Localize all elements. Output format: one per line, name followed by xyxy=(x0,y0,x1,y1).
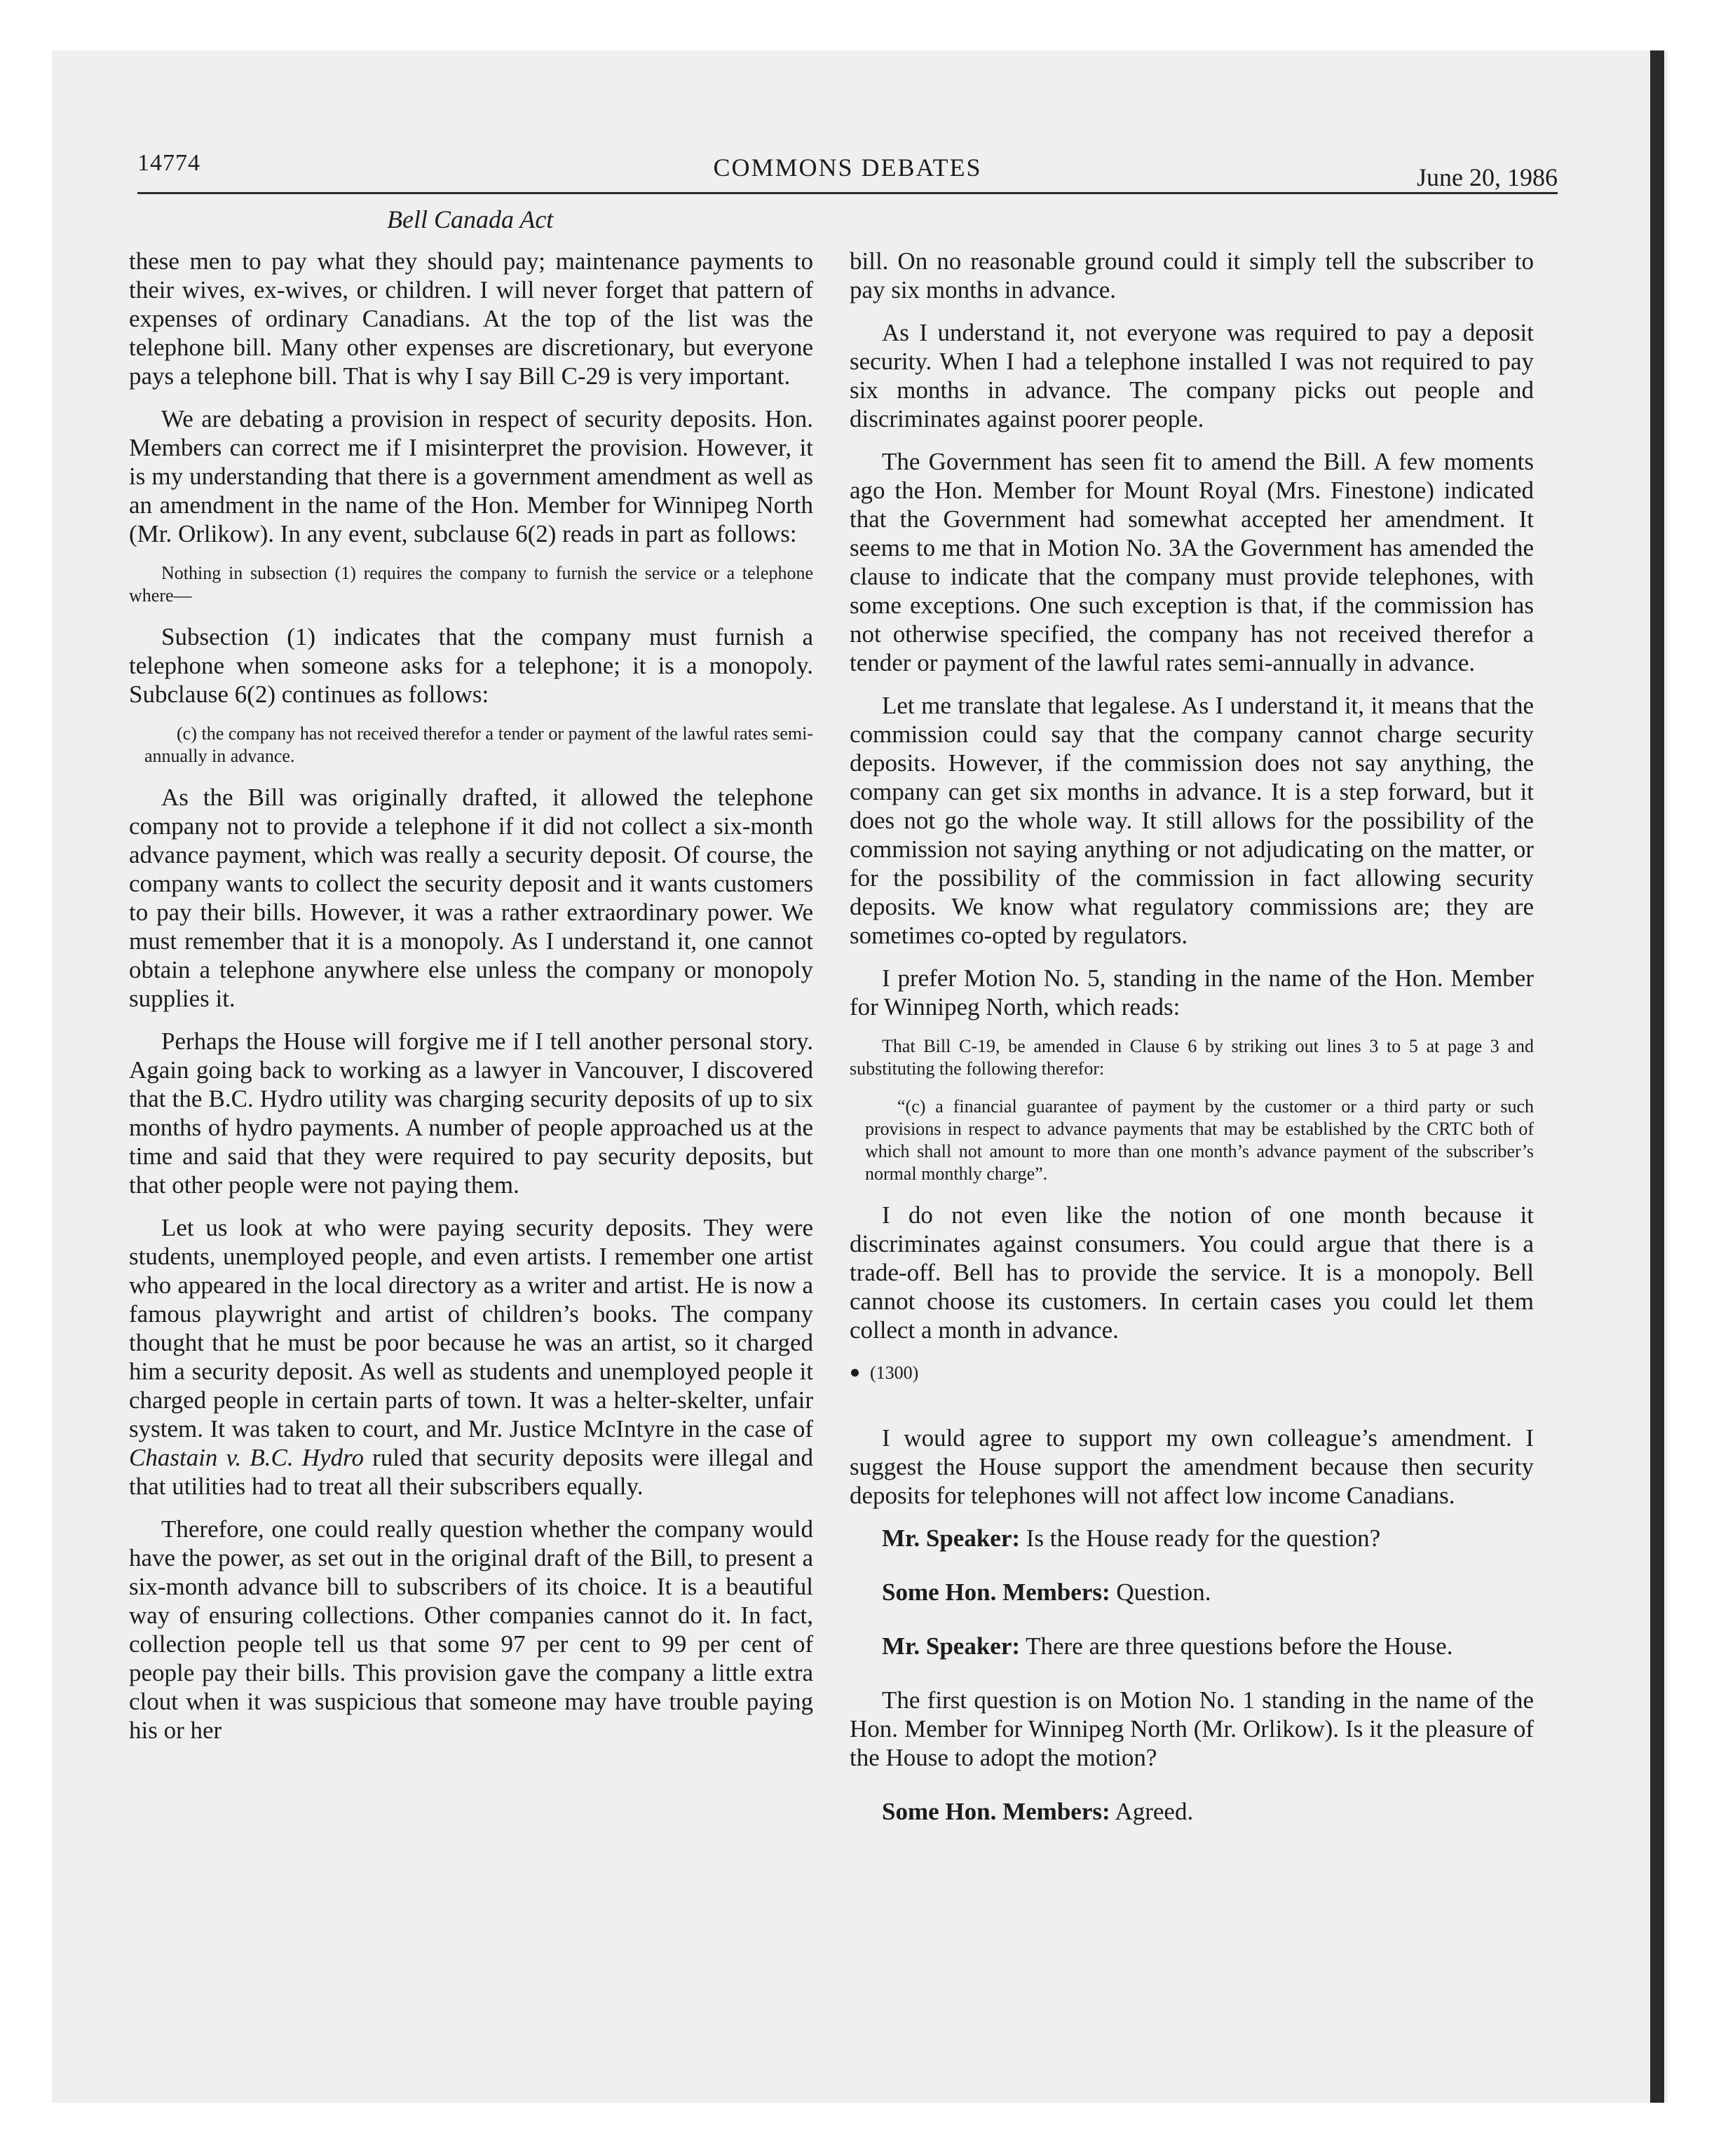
time-marker-label: (1300) xyxy=(870,1363,919,1383)
paragraph: The first question is on Motion No. 1 standing in the name of the Hon. Member for Winnipeg North (Mr. Orlikow). Is it the pleasure of the House to adopt the motion? xyxy=(850,1686,1534,1771)
speaker-text: Agreed. xyxy=(1115,1798,1194,1825)
paragraph: I prefer Motion No. 5, standing in the name of the Hon. Member for Winnipeg North, which reads: xyxy=(850,964,1534,1021)
speaker-name: Some Hon. Members: xyxy=(882,1578,1110,1606)
paragraph: Therefore, one could really question whether the company would have the power, as set out in the original draft of the Bill, to present a six-month advance bill to subscribers of its choice. It is a beautiful way of ensuring collections. Other companies cannot do it. In fact, collection people tell us that some 97 per cent to 99 per cent of people pay their bills. This provision gave the company a little extra clout when it was suspicious that someone may have trouble paying his or her xyxy=(129,1515,813,1744)
paragraph xyxy=(129,1213,813,1501)
left-column xyxy=(129,247,813,1759)
speaker-name: Mr. Speaker: xyxy=(882,1524,1021,1552)
paragraph: these men to pay what they should pay; maintenance payments to their wives, ex-wives, or children. I will never forget that pattern of expenses of ordinary Canadians. At the top of the list was the telephone bill. Many other expenses are discretionary, but everyone pays a telephone bill. That is why I say Bill C-29 is very important. xyxy=(129,247,813,390)
paragraph-text: ruled that security deposits were illegal and that utilities had to treat all their subscribers equally. xyxy=(129,1444,814,1500)
publication-title: COMMONS DEBATES xyxy=(713,153,982,182)
time-marker xyxy=(851,1358,1534,1387)
paragraph: bill. On no reasonable ground could it simply tell the subscriber to pay six months in advance. xyxy=(850,247,1534,303)
case-citation: Chastain v. B.C. Hydro xyxy=(129,1444,364,1471)
bullet-icon xyxy=(851,1369,859,1377)
speaker-turn xyxy=(850,1797,1534,1826)
block-quote: “(c) a financial guarantee of payment by the customer or a third party or such provisions in respect to advance payments that may be established by the CRTC both of which shall not amount to more than one month’s advance payment of the subscriber’s normal monthly charge”. xyxy=(865,1096,1534,1184)
paragraph: We are debating a provision in respect of security deposits. Hon. Members can correct me if I misinterpret the provision. However, it is my understanding that there is a government amendment as well as an amendment in the name of the Hon. Member for Winnipeg North (Mr. Orlikow). In any event, subclause 6(2) reads in part as follows: xyxy=(129,405,813,547)
paragraph: I do not even like the notion of one month because it discriminates against consumers. You could argue that there is a trade-off. Bell has to provide the service. It is a monopoly. Bell cannot choose its customers. In certain cases you could let them collect a month in advance. xyxy=(850,1201,1534,1344)
speaker-text: Question. xyxy=(1116,1578,1211,1606)
speaker-name: Some Hon. Members: xyxy=(882,1798,1110,1825)
paragraph: Subsection (1) indicates that the company must furnish a telephone when someone asks for a telephone; it is a monopoly. Subclause 6(2) continues as follows: xyxy=(129,623,813,708)
speaker-text: Is the House ready for the question? xyxy=(1026,1524,1381,1552)
page-header xyxy=(137,150,1558,194)
right-column xyxy=(850,247,1534,1851)
paragraph-text: Let us look at who were paying security deposits. They were students, unemployed people, and even artists. I remember one artist who appeared in the local directory as a writer and artist. He is now a famous playwright and artist of children’s books. The company thought that he must be poor because he was an artist, so it charged him a security deposit. As well as students and unemployed people it charged people in certain parts of town. It was a helter-skelter, unfair system. It was taken to court, and Mr. Justice McIntyre in the case of xyxy=(129,1214,813,1442)
block-quote: That Bill C-19, be amended in Clause 6 by striking out lines 3 to 5 at page 3 and substituting the following therefor: xyxy=(850,1036,1534,1079)
speaker-turn xyxy=(850,1578,1534,1606)
paragraph: Let me translate that legalese. As I understand it, it means that the commission could say that the company cannot charge security deposits. However, if the commission does not say anything, the company can get six months in advance. It is a step forward, but it does not go the whole way. It still allows for the possibility of the commission not saying anything or not adjudicating on the matter, or for the possibility of the commission in fact allowing security deposits. We know what regulatory commissions are; they are sometimes co-opted by regulators. xyxy=(850,692,1534,949)
paragraph: The Government has seen fit to amend the Bill. A few moments ago the Hon. Member for Mount Royal (Mrs. Finestone) indicated that the Government had somewhat accepted her amendment. It seems to me that in Motion No. 3A the Government has amended the clause to indicate that the company must provide telephones, with some exceptions. One such exception is that, if the commission has not otherwise specified, the company has not received therefor a tender or payment of the lawful rates semi-annually in advance. xyxy=(850,448,1534,676)
paragraph: As I understand it, not everyone was required to pay a deposit security. When I had a telephone installed I was not required to pay six months in advance. The company picks out people and discriminates against poorer people. xyxy=(850,319,1534,432)
page-date: June 20, 1986 xyxy=(1417,163,1558,191)
paragraph: Perhaps the House will forgive me if I tell another personal story. Again going back to working as a lawyer in Vancouver, I discovered that the B.C. Hydro utility was charging security deposits of up to six months of hydro payments. A number of people approached us at the time and said that they were required to pay security deposits, but that other people were not paying them. xyxy=(129,1028,813,1199)
speaker-name: Mr. Speaker: xyxy=(882,1632,1021,1660)
paragraph: I would agree to support my own colleague’s amendment. I suggest the House support the amendment because then security deposits for telephones will not affect low income Canadians. xyxy=(850,1424,1534,1509)
section-heading: Bell Canada Act xyxy=(387,205,554,233)
page-number: 14774 xyxy=(137,150,200,176)
speaker-text: There are three questions before the House. xyxy=(1026,1632,1453,1660)
paragraph: As the Bill was originally drafted, it allowed the telephone company not to provide a telephone if it did not collect a six-month advance payment, which was really a security deposit. Of course, the company wants to collect the security deposit and it wants customers to pay their bills. However, it was a rather extraordinary power. We must remember that it is a monopoly. As I understand it, one cannot obtain a telephone anywhere else unless the company or monopoly supplies it. xyxy=(129,784,813,1012)
scan-edge-bar xyxy=(1650,50,1664,2103)
speaker-turn xyxy=(850,1632,1534,1660)
block-quote: Nothing in subsection (1) requires the company to furnish the service or a telephone where— xyxy=(129,563,813,606)
speaker-turn xyxy=(850,1524,1534,1553)
block-quote: (c) the company has not received therefor a tender or payment of the lawful rates semi-annually in advance. xyxy=(144,723,813,766)
